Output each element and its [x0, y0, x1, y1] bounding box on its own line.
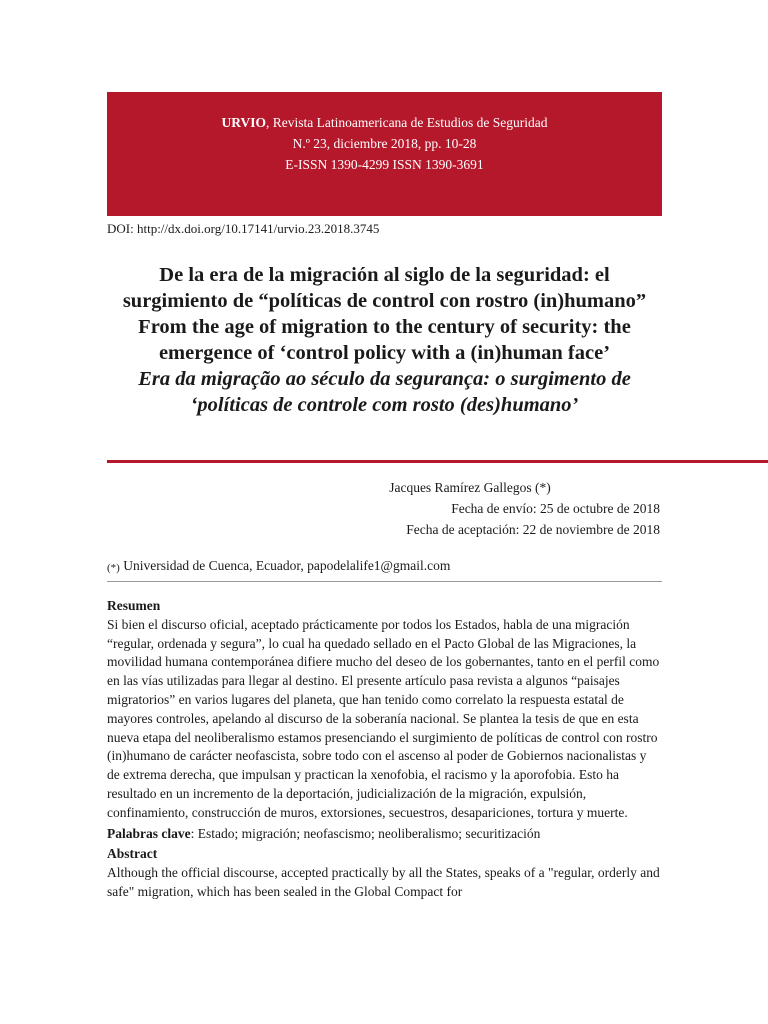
title-divider	[107, 460, 768, 463]
affiliation-marker: (*)	[107, 562, 120, 574]
journal-name: URVIO	[221, 115, 266, 130]
author-name: Jacques Ramírez Gallegos (*)	[389, 480, 551, 495]
journal-title-line	[107, 112, 662, 133]
resumen-heading: Resumen	[107, 598, 161, 613]
abstract-text: Although the official discourse, accepted practically by all the States, speaks of a "regular, orderly and safe" migration, which has been sealed in the Global Compact for	[107, 865, 660, 899]
keywords-line	[107, 825, 662, 844]
abstract-heading: Abstract	[107, 846, 158, 862]
title-english: From the age of migration to the century of security: the emergence of ‘control policy with a (in)human face’	[138, 316, 631, 364]
title-block	[107, 262, 662, 418]
keywords-text: : Estado; migración; neofascismo; neoliberalismo; securitización	[190, 825, 541, 841]
abstract-section	[107, 597, 662, 904]
journal-subtitle: , Revista Latinoamericana de Estudios de Seguridad	[265, 115, 548, 130]
keywords-label: Palabras clave	[107, 825, 191, 841]
article-meta	[160, 477, 660, 540]
title-portuguese: Era da migração ao século da segurança: o surgimento de ‘políticas de controle com rosto (des)humano’	[138, 368, 631, 416]
acceptance-date: Fecha de aceptación: 22 de noviembre de 2018	[406, 522, 660, 537]
doi-link[interactable]: DOI: http://dx.doi.org/10.17141/urvio.23.2018.3745	[107, 221, 380, 236]
title-spanish: De la era de la migración al siglo de la seguridad: el surgimiento de “políticas de control con rostro (in)humano”	[122, 264, 647, 312]
issn-line: E-ISSN 1390-4299 ISSN 1390-3691	[285, 157, 484, 172]
resumen-text: Si bien el discurso oficial, aceptado prácticamente por todos los Estados, habla de una migración “regular, ordenada y segura”, lo cual ha quedado sellado en el Pacto Global de las Migraciones, la movilidad humana contemporánea difiere mucho del deseo de los gobernantes, tanto en el perfil como en las vías utilizadas para llegar al destino. El presente artículo pasa revista a algunos “paisajes migratorios” en varios lugares del planeta, que han tenido como correlato la respuesta estatal de mayores controles, apelando al discurso de la soberanía nacional. Se plantea la tesis de que en esta nueva etapa del neoliberalismo estamos presenciando el surgimiento de políticas de control con rostro (in)humano de carácter neofascista, sobre todo con el ascenso al poder de Gobiernos nacionalistas y de extrema derecha, que impulsan y practican la xenofobia, el racismo y la aporofobia. Esto ha resultado en un incremento de la deportación, judicialización de la migración, expulsión, confinamiento, construcción de muros, extorsiones, secuestros, desapariciones, tortura y muerte.	[107, 616, 660, 820]
journal-banner	[107, 92, 662, 216]
affiliation-text: Universidad de Cuenca, Ecuador, papodelalife1@gmail.com	[119, 558, 451, 573]
affiliation-note	[107, 558, 662, 582]
issue-line: N.º 23, diciembre 2018, pp. 10-28	[292, 136, 477, 151]
submission-date: Fecha de envío: 25 de octubre de 2018	[451, 501, 660, 516]
